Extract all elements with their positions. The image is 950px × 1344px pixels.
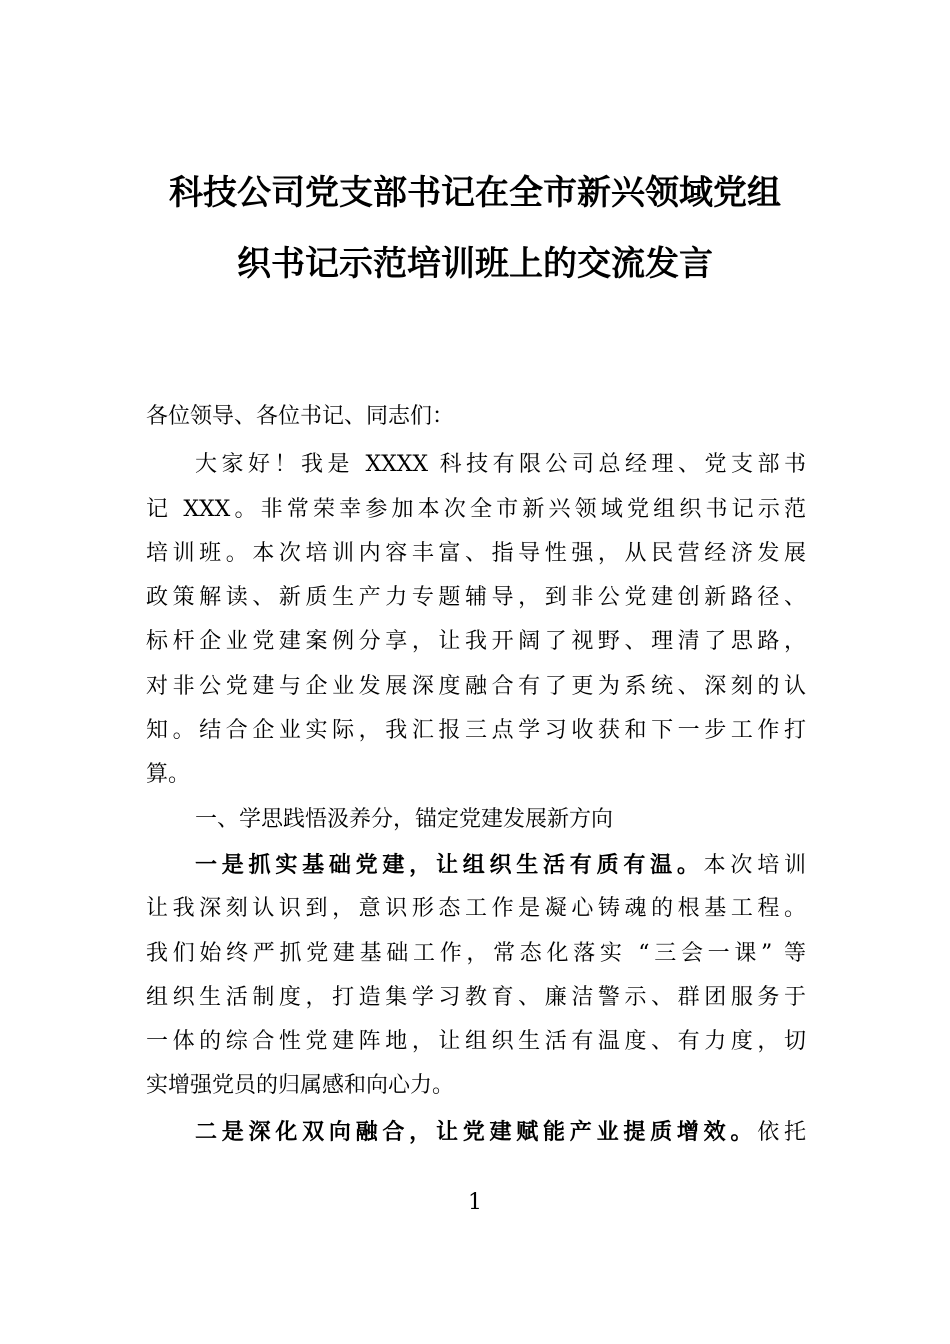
intro-line-4: 政策解读、新质生产力专题辅导，到非公党建创新路径、 (146, 585, 806, 610)
section-heading-1: 一、学思践悟汲养分，锚定党建发展新方向 (195, 807, 614, 832)
point-2-bold-lead: 二是深化双向融合，让党建赋能产业提质增效。 (195, 1119, 758, 1145)
point-1-line-4: 组织生活制度，打造集学习教育、廉洁警示、群团服务于 (146, 985, 806, 1010)
point-2-first-line-rest: 依托 (757, 1120, 806, 1145)
intro-line-6: 对非公党建与企业发展深度融合有了更为系统、深刻的认 (146, 674, 806, 699)
point-1-first-line (195, 850, 806, 881)
salutation: 各位领导、各位书记、同志们： (146, 404, 455, 429)
intro-line-5: 标杆企业党建案例分享，让我开阔了视野、理清了思路， (146, 629, 806, 654)
intro-line-2: 记 XXX。非常荣幸参加本次全市新兴领域党组织书记示范 (146, 497, 806, 522)
intro-line-3: 培训班。本次培训内容丰富、指导性强，从民营经济发展 (146, 541, 806, 566)
point-2-first-line (195, 1117, 806, 1148)
intro-line-1: 大家好！我是 XXXX 科技有限公司总经理、党支部书 (195, 452, 806, 477)
document-title-line-2: 织书记示范培训班上的交流发言 (237, 244, 713, 284)
intro-line-7: 知。结合企业实际，我汇报三点学习收获和下一步工作打 (146, 718, 806, 743)
point-1-line-6: 实增强党员的归属感和向心力。 (146, 1073, 455, 1098)
point-1-line-2: 让我深刻认识到，意识形态工作是凝心铸魂的根基工程。 (146, 896, 806, 921)
page-number: 1 (468, 1190, 482, 1215)
intro-line-8: 算。 (146, 762, 191, 787)
document-title-line-1: 科技公司党支部书记在全市新兴领域党组 (169, 173, 781, 213)
point-1-line-3: 我们始终严抓党建基础工作，常态化落实 “三会一课” 等 (146, 941, 806, 966)
point-1-first-line-rest: 本次培训 (703, 853, 806, 878)
point-1-bold-lead: 一是抓实基础党建，让组织生活有质有温。 (195, 852, 704, 878)
point-1-line-5: 一体的综合性党建阵地，让组织生活有温度、有力度，切 (146, 1029, 806, 1054)
